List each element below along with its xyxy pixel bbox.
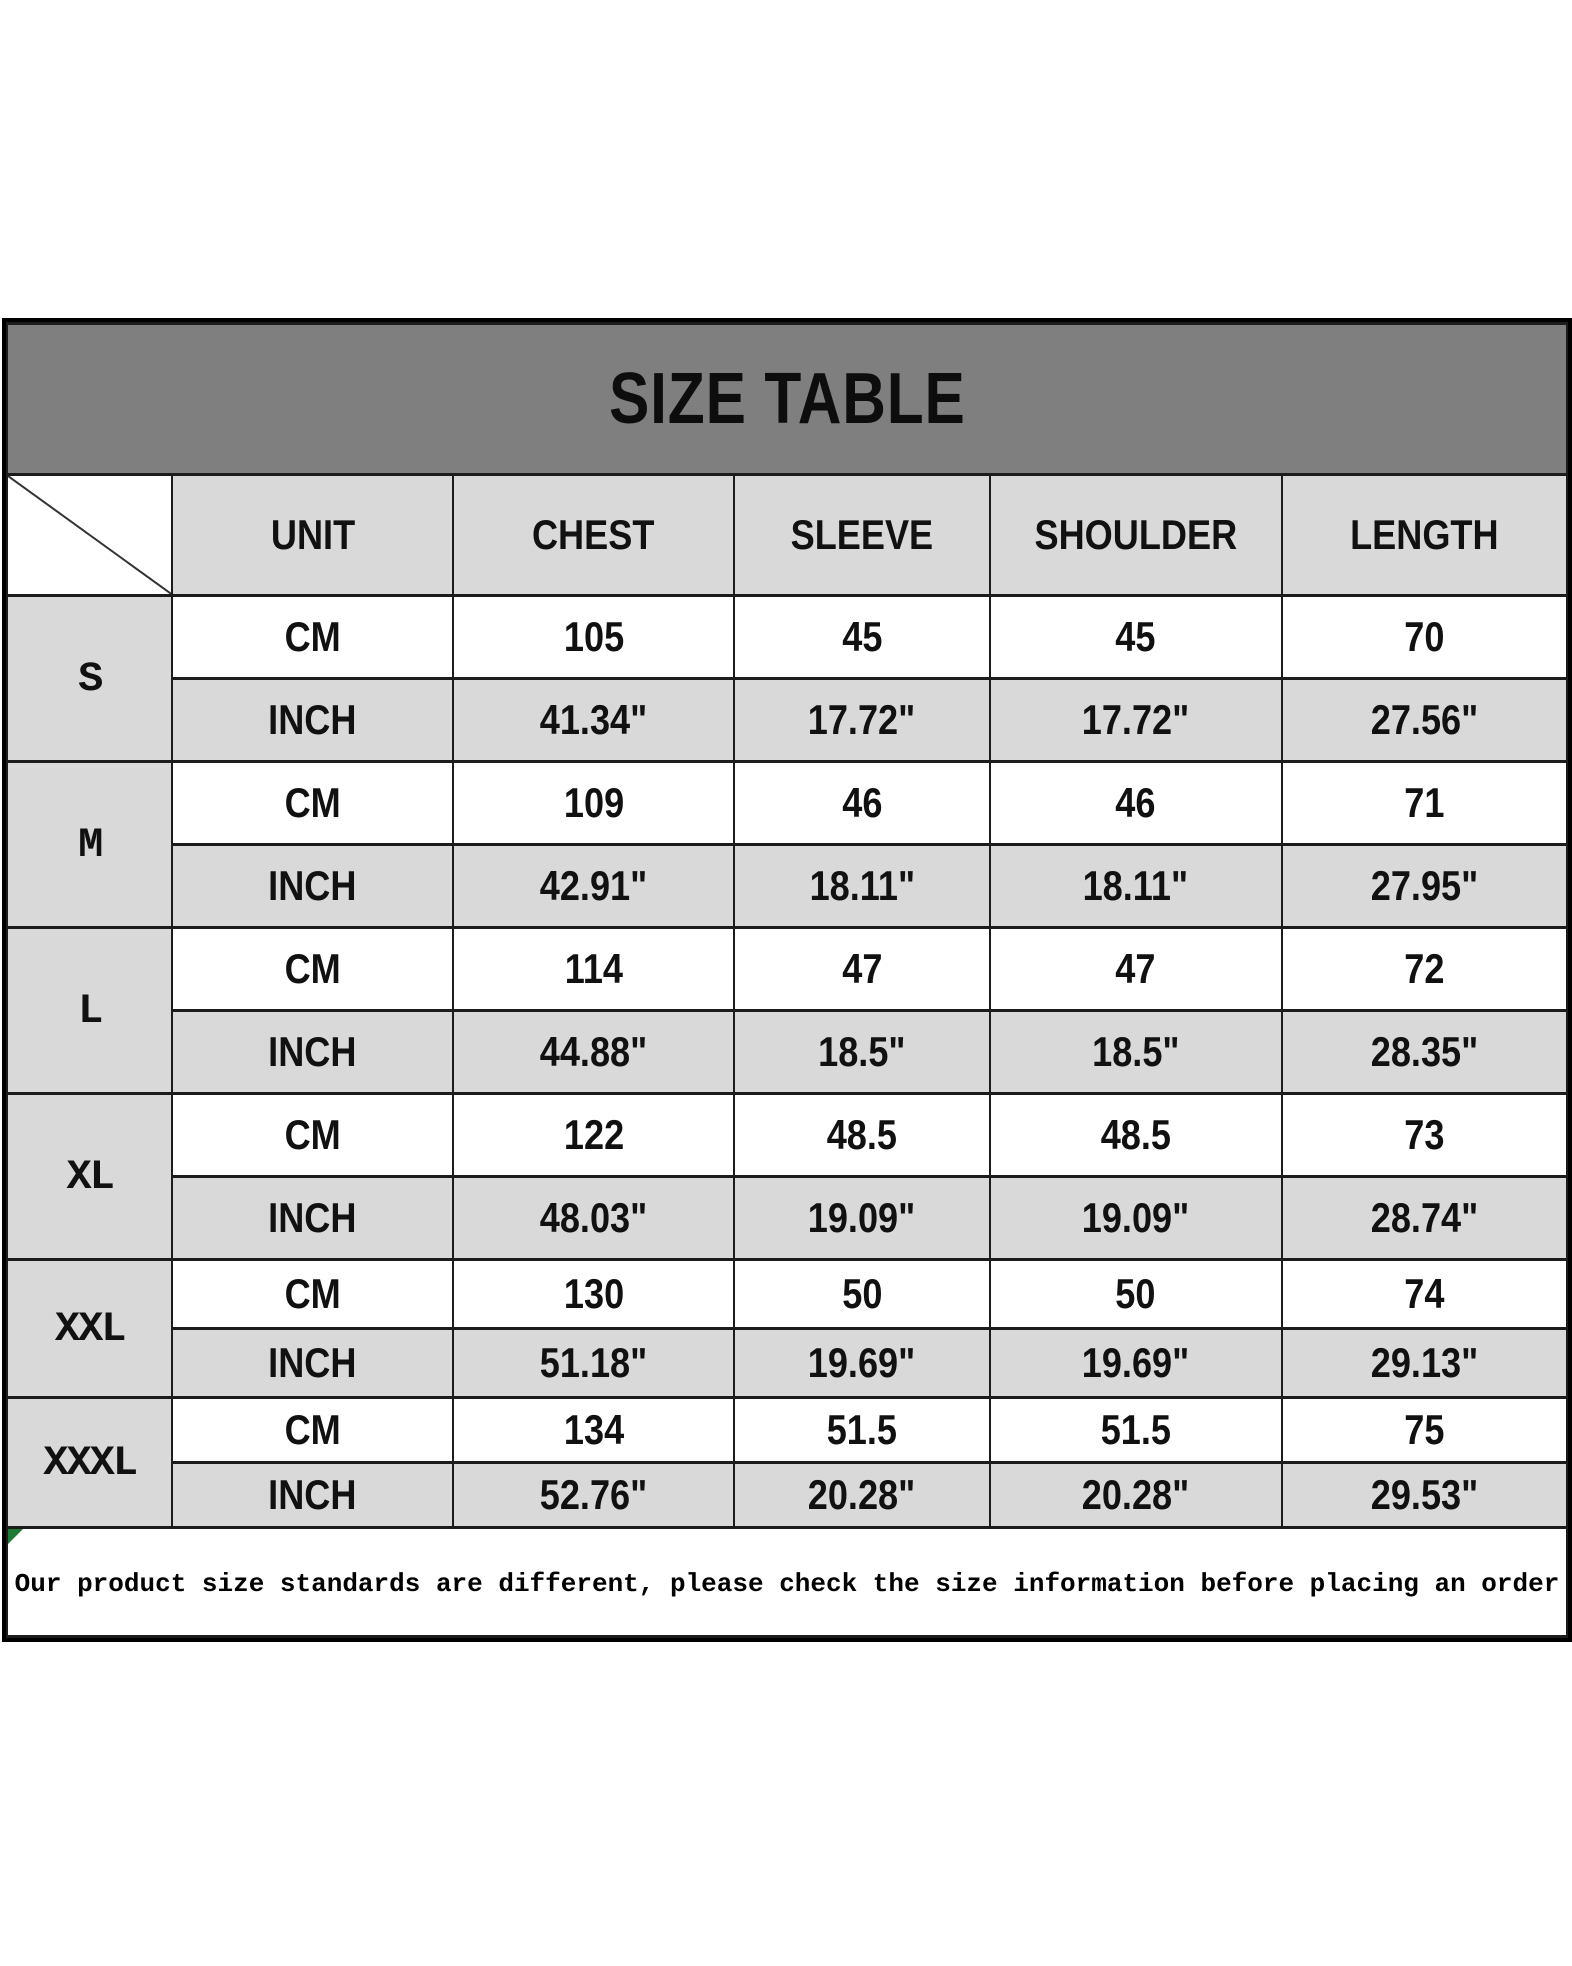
- header-row: [7, 475, 1567, 596]
- col-header-shoulder: SHOULDER: [990, 475, 1282, 596]
- size-table: [2, 318, 1572, 1642]
- value-cell: 29.13": [1282, 1329, 1568, 1398]
- col-header-length: LENGTH: [1282, 475, 1568, 596]
- value-cell: 20.28": [734, 1463, 990, 1528]
- value-cell: 114: [453, 928, 734, 1011]
- unit-cell: INCH: [172, 1329, 453, 1398]
- size-label-s: S: [7, 596, 172, 762]
- value-cell: 51.18": [453, 1329, 734, 1398]
- unit-cell: INCH: [172, 679, 453, 762]
- value-cell: 50: [734, 1260, 990, 1329]
- table-row-xxxl-inch: [7, 1463, 1567, 1528]
- table-row-l-cm: [7, 928, 1567, 1011]
- value-cell: 18.11": [734, 845, 990, 928]
- value-cell: 109: [453, 762, 734, 845]
- value-cell: 122: [453, 1094, 734, 1177]
- size-chart-table: [6, 322, 1568, 1638]
- size-label-xxl: XXL: [7, 1260, 172, 1398]
- table-row-m-inch: [7, 845, 1567, 928]
- value-cell: 42.91": [453, 845, 734, 928]
- table-row-m-cm: [7, 762, 1567, 845]
- value-cell: 45: [734, 596, 990, 679]
- value-cell: 20.28": [990, 1463, 1282, 1528]
- unit-cell: INCH: [172, 1463, 453, 1528]
- value-cell: 41.34": [453, 679, 734, 762]
- value-cell: 71: [1282, 762, 1568, 845]
- value-cell: 48.5: [990, 1094, 1282, 1177]
- value-cell: 47: [990, 928, 1282, 1011]
- value-cell: 105: [453, 596, 734, 679]
- unit-cell: INCH: [172, 1011, 453, 1094]
- table-row-xxl-cm: [7, 1260, 1567, 1329]
- size-label-xl: XL: [7, 1094, 172, 1260]
- size-label-l: L: [7, 928, 172, 1094]
- value-cell: 47: [734, 928, 990, 1011]
- col-header-sleeve: SLEEVE: [734, 475, 990, 596]
- col-header-unit: UNIT: [172, 475, 453, 596]
- value-cell: 51.5: [990, 1398, 1282, 1463]
- table-row-s-cm: [7, 596, 1567, 679]
- value-cell: 50: [990, 1260, 1282, 1329]
- value-cell: 27.56": [1282, 679, 1568, 762]
- value-cell: 19.69": [990, 1329, 1282, 1398]
- diagonal-line-icon: [8, 476, 171, 594]
- size-note: Our product size standards are different, please check the size information before placing an order: [14, 1568, 1560, 1599]
- value-cell: 17.72": [734, 679, 990, 762]
- note-row: [7, 1528, 1567, 1637]
- value-cell: 48.5: [734, 1094, 990, 1177]
- col-header-chest: CHEST: [453, 475, 734, 596]
- value-cell: 28.74": [1282, 1177, 1568, 1260]
- unit-cell: CM: [172, 1094, 453, 1177]
- page-title: SIZE TABLE: [608, 359, 966, 439]
- table-row-xl-inch: [7, 1177, 1567, 1260]
- value-cell: 75: [1282, 1398, 1568, 1463]
- table-row-xxxl-cm: [7, 1398, 1567, 1463]
- note-cell: [7, 1528, 1567, 1637]
- value-cell: 46: [990, 762, 1282, 845]
- value-cell: 130: [453, 1260, 734, 1329]
- table-row-l-inch: [7, 1011, 1567, 1094]
- value-cell: 28.35": [1282, 1011, 1568, 1094]
- table-row-s-inch: [7, 679, 1567, 762]
- unit-cell: INCH: [172, 1177, 453, 1260]
- value-cell: 19.09": [990, 1177, 1282, 1260]
- value-cell: 19.69": [734, 1329, 990, 1398]
- value-cell: 46: [734, 762, 990, 845]
- title-row: [7, 324, 1567, 475]
- value-cell: 48.03": [453, 1177, 734, 1260]
- corner-marker-icon: [8, 1529, 23, 1544]
- value-cell: 18.11": [990, 845, 1282, 928]
- table-row-xl-cm: [7, 1094, 1567, 1177]
- unit-cell: CM: [172, 1398, 453, 1463]
- table-row-xxl-inch: [7, 1329, 1567, 1398]
- value-cell: 74: [1282, 1260, 1568, 1329]
- value-cell: 134: [453, 1398, 734, 1463]
- value-cell: 17.72": [990, 679, 1282, 762]
- value-cell: 45: [990, 596, 1282, 679]
- title-band: [7, 324, 1567, 475]
- unit-cell: CM: [172, 928, 453, 1011]
- size-label-m: M: [7, 762, 172, 928]
- value-cell: 70: [1282, 596, 1568, 679]
- value-cell: 51.5: [734, 1398, 990, 1463]
- value-cell: 72: [1282, 928, 1568, 1011]
- value-cell: 27.95": [1282, 845, 1568, 928]
- value-cell: 44.88": [453, 1011, 734, 1094]
- value-cell: 29.53": [1282, 1463, 1568, 1528]
- unit-cell: CM: [172, 596, 453, 679]
- size-label-xxxl: XXXL: [7, 1398, 172, 1528]
- unit-cell: CM: [172, 1260, 453, 1329]
- unit-cell: INCH: [172, 845, 453, 928]
- value-cell: 73: [1282, 1094, 1568, 1177]
- value-cell: 19.09": [734, 1177, 990, 1260]
- unit-cell: CM: [172, 762, 453, 845]
- value-cell: 18.5": [990, 1011, 1282, 1094]
- value-cell: 18.5": [734, 1011, 990, 1094]
- diagonal-corner-cell: [7, 475, 172, 596]
- value-cell: 52.76": [453, 1463, 734, 1528]
